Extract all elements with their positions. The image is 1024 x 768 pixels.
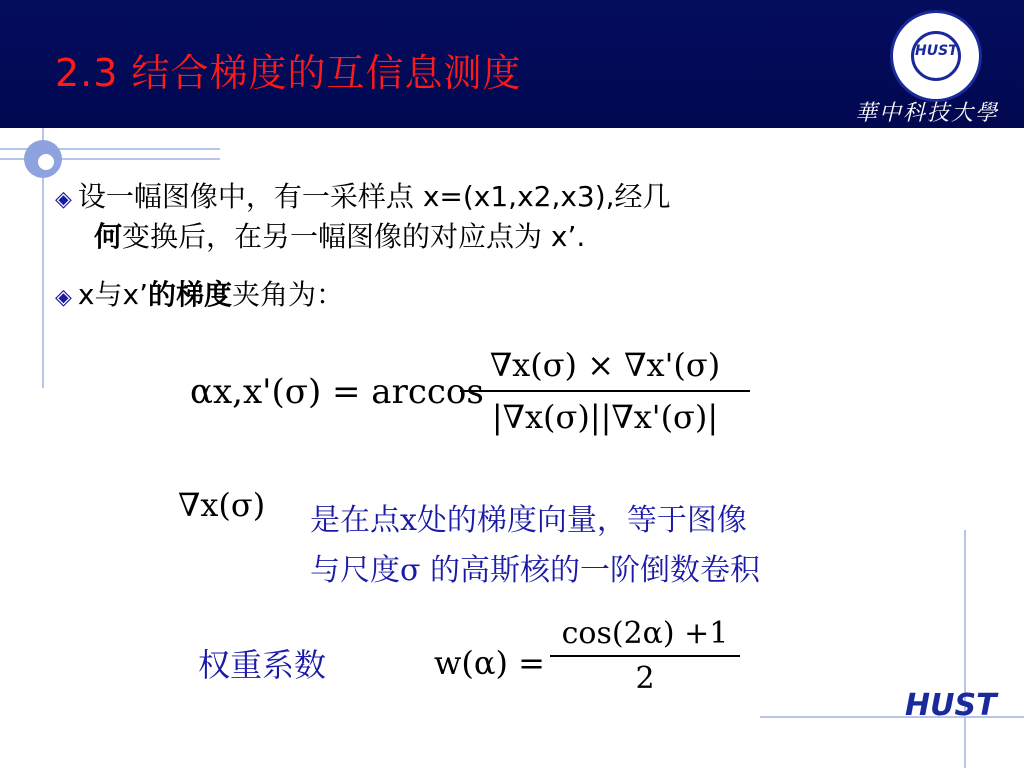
- hust-logo: HUST: [905, 688, 997, 723]
- bullet-1-rest: 变换后，在另一幅图像的对应点为 x’.: [122, 220, 586, 253]
- angle-formula-fraction: [460, 346, 750, 436]
- header-bar: [0, 0, 1024, 128]
- weight-formula-lhs: w(α) =: [434, 644, 545, 682]
- weight-formula: [410, 610, 750, 714]
- university-name-logo: 華中科技大學: [855, 101, 1000, 126]
- slide-title: 2.3 结合梯度的互信息测度: [55, 51, 522, 95]
- diamond-bullet-icon: ◈: [55, 187, 72, 212]
- weight-formula-numerator: cos(2α) +1: [561, 616, 729, 651]
- fraction-bar: [460, 390, 750, 392]
- decor-line: [964, 530, 966, 768]
- decor-circle-inner: [38, 154, 54, 170]
- description-line-2: 与尺度σ 的高斯核的一阶倒数卷积: [310, 553, 761, 588]
- gradient-description: [310, 496, 760, 596]
- fraction-bar: [550, 655, 740, 657]
- weight-label: 权重系数: [198, 646, 327, 684]
- bullet-1: [55, 178, 915, 219]
- diamond-bullet-icon: ◈: [55, 285, 72, 310]
- university-seal-icon: [890, 10, 982, 102]
- angle-formula-denominator: |∇x(σ)||∇x'(σ)|: [491, 398, 719, 436]
- angle-formula-numerator: ∇x(σ) × ∇x'(σ): [489, 346, 721, 384]
- bullet-2: [55, 276, 344, 317]
- bullet-1-text: 设一幅图像中，有一采样点 x=(x1,x2,x3),经几: [77, 180, 671, 213]
- weight-formula-denominator: 2: [635, 661, 655, 696]
- bullet-1-bold: 何: [94, 220, 123, 253]
- angle-formula: [190, 346, 750, 446]
- bullet-2-rest: 夹角为：: [231, 278, 344, 311]
- bullet-1-cont: [94, 218, 585, 256]
- gradient-symbol: ∇x(σ): [178, 486, 266, 524]
- description-line-1: 是在点x处的梯度向量，等于图像: [310, 503, 747, 538]
- bullet-2-text: x与x’: [77, 278, 148, 311]
- angle-formula-lhs: αx,x'(σ) = arccos: [190, 372, 484, 412]
- seal-mark: HUST: [915, 43, 958, 59]
- weight-formula-fraction: [550, 616, 740, 696]
- bullet-2-bold: 的梯度: [147, 278, 232, 311]
